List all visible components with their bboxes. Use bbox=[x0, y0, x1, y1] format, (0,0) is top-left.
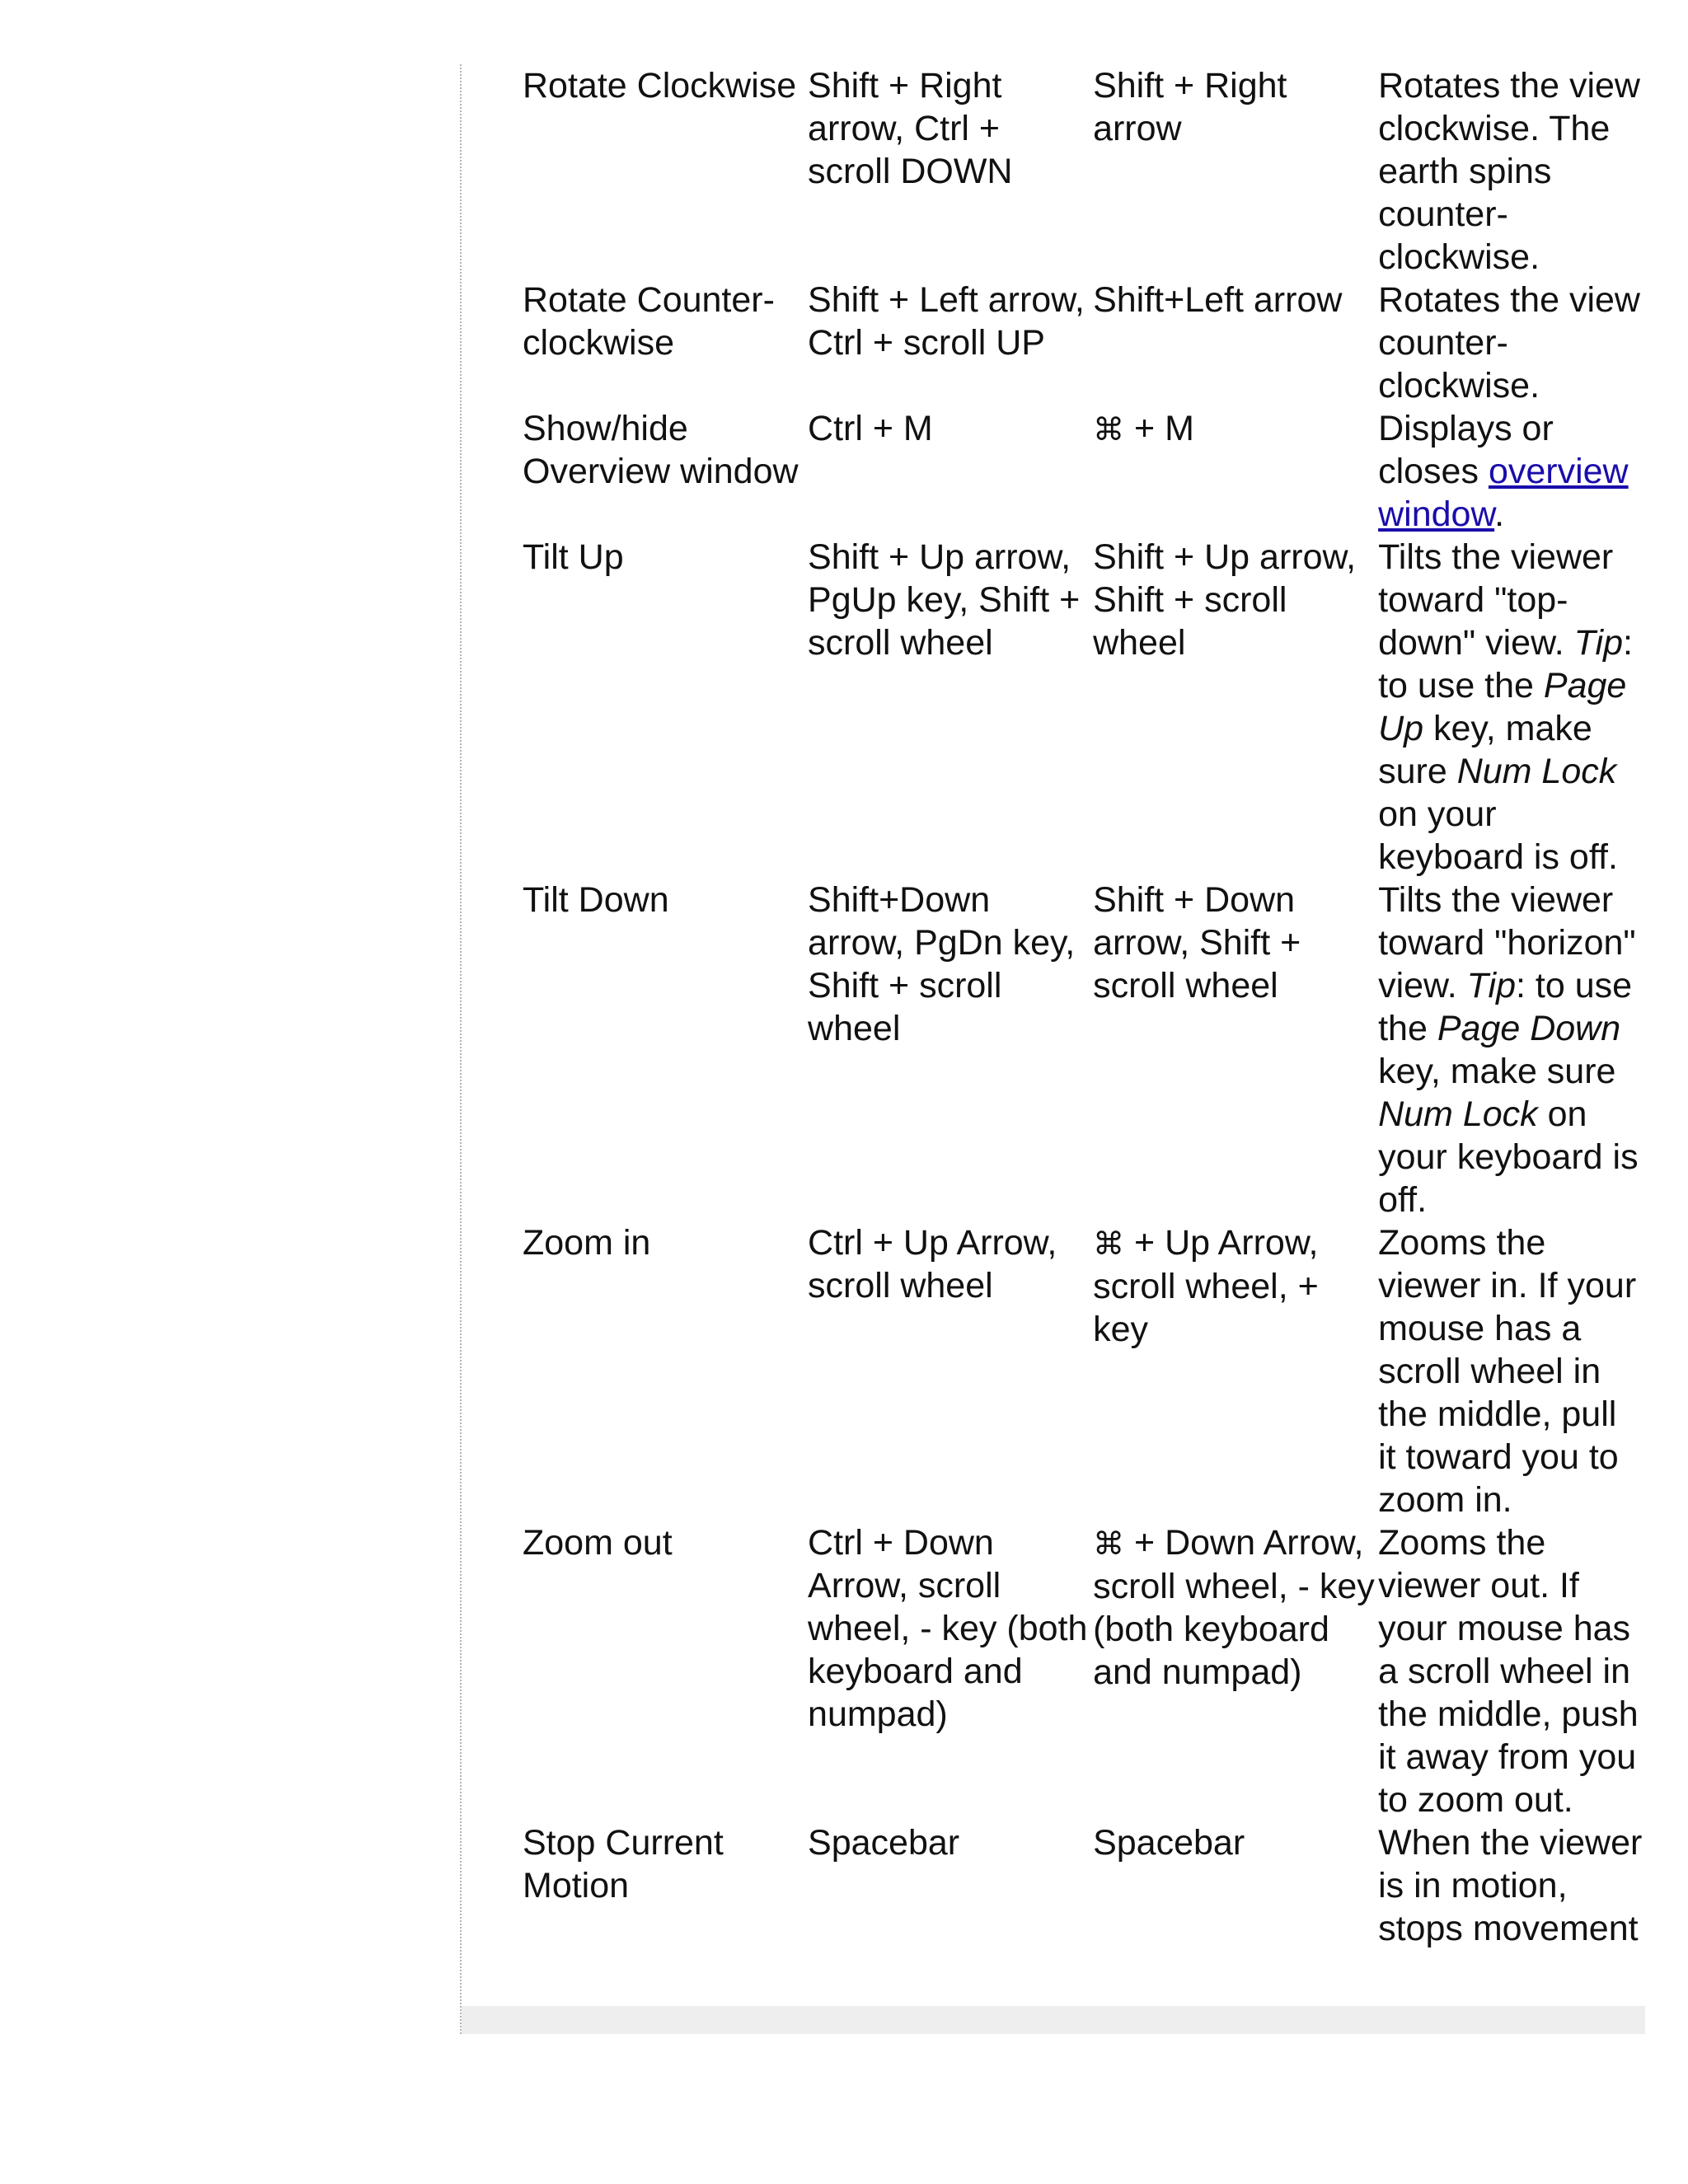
windows-shortcut-cell: Ctrl + M bbox=[808, 409, 933, 448]
table-row bbox=[523, 1221, 1643, 1521]
num-lock-label: Num Lock bbox=[1456, 752, 1617, 791]
description-text: key, make sure bbox=[1378, 1052, 1616, 1091]
mac-shortcut-text: + Up Arrow, scroll wheel, + key bbox=[1093, 1223, 1319, 1349]
mac-shortcut-cell: Shift + Up arrow, Shift + scroll wheel bbox=[1093, 537, 1357, 663]
command-key-icon: ⌘ bbox=[1093, 411, 1125, 448]
mac-shortcut-text: + Down Arrow, scroll wheel, - key (both keyboard and numpad) bbox=[1093, 1523, 1375, 1692]
description-text: on your keyboard is off. bbox=[1378, 1094, 1639, 1220]
description-cell: Zooms the viewer in. If your mouse has a scroll wheel in the middle, pull it toward you to zoom in. bbox=[1378, 1223, 1637, 1520]
mac-shortcut-cell: Spacebar bbox=[1093, 1823, 1245, 1863]
windows-shortcut-cell: Shift + Right arrow, Ctrl + scroll DOWN bbox=[808, 66, 1013, 191]
table-row bbox=[523, 64, 1643, 279]
windows-shortcut-cell: Ctrl + Down Arrow, scroll wheel, - key (both keyboard and numpad) bbox=[808, 1523, 1088, 1734]
command-key-icon: ⌘ bbox=[1093, 1226, 1125, 1262]
windows-shortcut-cell: Spacebar bbox=[808, 1823, 960, 1863]
description-text: : to use the bbox=[1378, 966, 1633, 1048]
table-row bbox=[523, 1521, 1643, 1821]
windows-shortcut-cell: Shift + Left arrow, Ctrl + scroll UP bbox=[808, 280, 1085, 363]
mac-shortcut-text: + M bbox=[1124, 409, 1194, 448]
action-cell: Tilt Up bbox=[523, 537, 624, 577]
tip-label: Tip bbox=[1573, 623, 1624, 663]
description-text: on your keyboard is off. bbox=[1378, 794, 1618, 877]
table-row bbox=[523, 279, 1643, 407]
windows-shortcut-cell: Shift+Down arrow, PgDn key, Shift + scroll wheel bbox=[808, 880, 1076, 1048]
content-area bbox=[460, 64, 1655, 2034]
description-cell bbox=[1378, 879, 1643, 1221]
action-cell: Rotate Clockwise bbox=[523, 66, 797, 105]
tip-label: Tip bbox=[1466, 966, 1516, 1005]
table-row bbox=[523, 536, 1643, 879]
description-text: : to use the bbox=[1378, 623, 1633, 705]
table-row bbox=[523, 1821, 1643, 1950]
key-name: Page Up bbox=[1378, 666, 1627, 748]
action-cell: Stop Current Motion bbox=[523, 1823, 724, 1905]
action-cell: Zoom out bbox=[523, 1523, 673, 1563]
action-cell: Tilt Down bbox=[523, 880, 669, 920]
description-cell: When the viewer is in motion, stops movement bbox=[1378, 1823, 1643, 1948]
description-text: Tilts the viewer toward "top-down" view. bbox=[1378, 537, 1614, 663]
mac-shortcut-cell bbox=[1093, 407, 1378, 536]
description-text: Displays or closes bbox=[1378, 409, 1554, 491]
mac-shortcut-cell: Shift + Down arrow, Shift + scroll wheel bbox=[1093, 880, 1301, 1005]
description-cell bbox=[1378, 536, 1643, 879]
action-cell: Rotate Counter-clockwise bbox=[523, 280, 775, 363]
description-cell bbox=[1378, 407, 1643, 536]
mac-shortcut-cell bbox=[1093, 1521, 1378, 1821]
overview-window-link[interactable]: overview window bbox=[1378, 452, 1629, 534]
mac-shortcut-cell: Shift + Right arrow bbox=[1093, 66, 1287, 148]
num-lock-label: Num Lock bbox=[1378, 1094, 1538, 1134]
windows-shortcut-cell: Ctrl + Up Arrow, scroll wheel bbox=[808, 1223, 1057, 1305]
shortcuts-table bbox=[523, 64, 1643, 1950]
mac-shortcut-cell: Shift+Left arrow bbox=[1093, 280, 1343, 320]
description-text: key, make sure bbox=[1378, 709, 1592, 791]
windows-shortcut-cell: Shift + Up arrow, PgUp key, Shift + scroll wheel bbox=[808, 537, 1081, 663]
table-row bbox=[523, 407, 1643, 536]
action-cell: Show/hide Overview window bbox=[523, 409, 799, 491]
description-text: . bbox=[1494, 494, 1505, 534]
table-row bbox=[523, 879, 1643, 1221]
mac-shortcut-cell bbox=[1093, 1221, 1378, 1521]
description-cell: Zooms the viewer out. If your mouse has a scroll wheel in the middle, push it away from you to zoom out. bbox=[1378, 1523, 1639, 1820]
table-footer-bar bbox=[462, 2006, 1645, 2034]
command-key-icon: ⌘ bbox=[1093, 1526, 1125, 1562]
description-cell: Rotates the view counter-clockwise. bbox=[1378, 280, 1640, 405]
description-cell: Rotates the view clockwise. The earth spins counter-clockwise. bbox=[1378, 66, 1640, 277]
action-cell: Zoom in bbox=[523, 1223, 651, 1263]
key-name: Page Down bbox=[1437, 1009, 1621, 1048]
description-text: Tilts the viewer toward "horizon" view. bbox=[1378, 880, 1636, 1005]
